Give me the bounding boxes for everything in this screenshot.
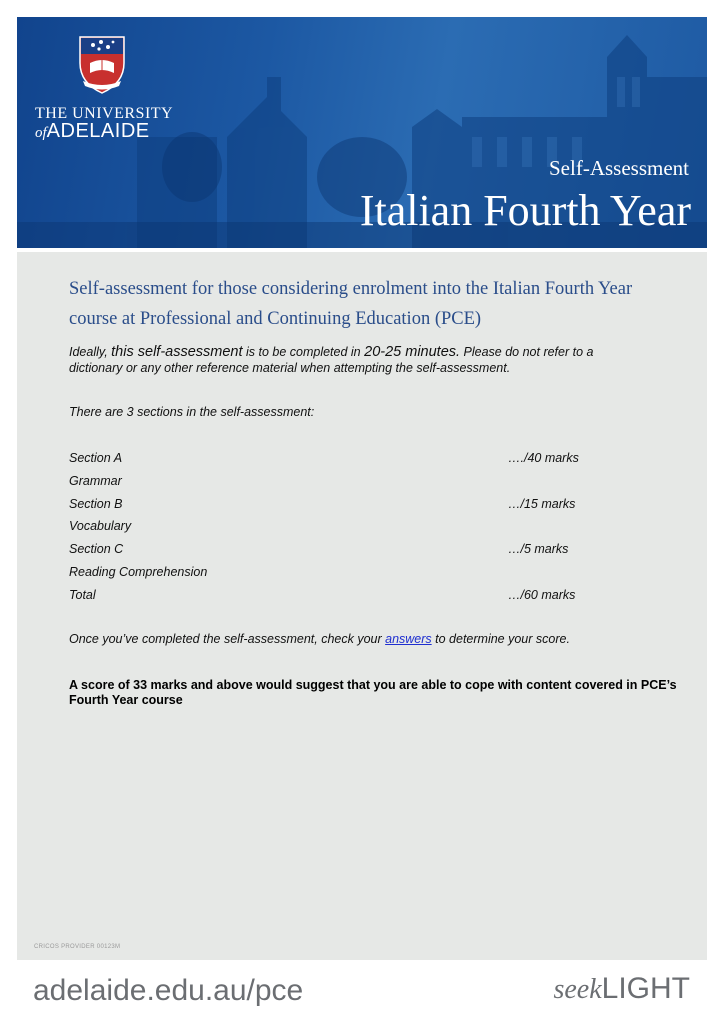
check-answers-text (69, 632, 570, 646)
section-heading: Self-assessment for those considering enrolment into the Italian Fourth Year course at Professional and Continuing Education (PCE) (69, 279, 633, 329)
university-crest-logo (75, 33, 129, 95)
intro-text-3: is to be completed in (242, 345, 365, 359)
university-of: of (35, 125, 47, 141)
seek-word: seek (553, 974, 602, 1005)
footer-url: adelaide.edu.au/pce (33, 974, 304, 1007)
section-marks: …/15 marks (508, 497, 576, 511)
university-name-line1: THE UNIVERSITY (35, 105, 174, 122)
section-marks: …/5 marks (508, 542, 569, 556)
section-label: Grammar (69, 474, 122, 488)
cricos-provider-code: CRICOS PROVIDER 00123M (34, 944, 121, 950)
score-note: A score of 33 marks and above would suggest that you are able to cope with content covered in PCE’s Fourth Year course (69, 678, 677, 707)
intro-text-4: 20-25 minutes. (364, 344, 461, 360)
section-row (69, 497, 589, 513)
check-text-before: Once you’ve completed the self-assessment, check your (69, 632, 386, 646)
page-title: Italian Fourth Year (359, 186, 691, 235)
header-banner (17, 17, 707, 248)
section-label: Total (69, 588, 96, 602)
section-label: Reading Comprehension (69, 565, 208, 579)
university-adelaide: ADELAIDE (46, 120, 150, 142)
section-row (69, 451, 589, 467)
section-label: Vocabulary (69, 519, 132, 533)
answers-link[interactable]: answers (385, 632, 432, 646)
intro-text-1: Ideally, (69, 345, 112, 359)
intro-text-2: this self-assessment (111, 344, 243, 360)
page-subtitle: Self-Assessment (549, 156, 689, 180)
section-marks: …/60 marks (508, 588, 576, 602)
content-panel (17, 252, 707, 960)
section-row (69, 565, 589, 581)
sections-intro: There are 3 sections in the self-assessment: (69, 405, 315, 419)
university-name-line2 (35, 120, 150, 143)
section-row (69, 519, 589, 535)
intro-paragraph (69, 344, 639, 376)
section-label: Section C (69, 542, 124, 556)
section-label: Section A (69, 451, 123, 465)
section-row (69, 474, 589, 490)
check-text-after: to determine your score. (431, 632, 570, 646)
light-word: LIGHT (601, 972, 690, 1005)
seek-light-logo (553, 972, 690, 1006)
section-marks: …./40 marks (508, 451, 579, 465)
intro-text-5: Please do not refer to a dictionary or any other reference material when attempting the self-assessment. (69, 345, 594, 375)
section-label: Section B (69, 497, 123, 511)
section-row (69, 588, 589, 604)
section-row (69, 542, 589, 558)
